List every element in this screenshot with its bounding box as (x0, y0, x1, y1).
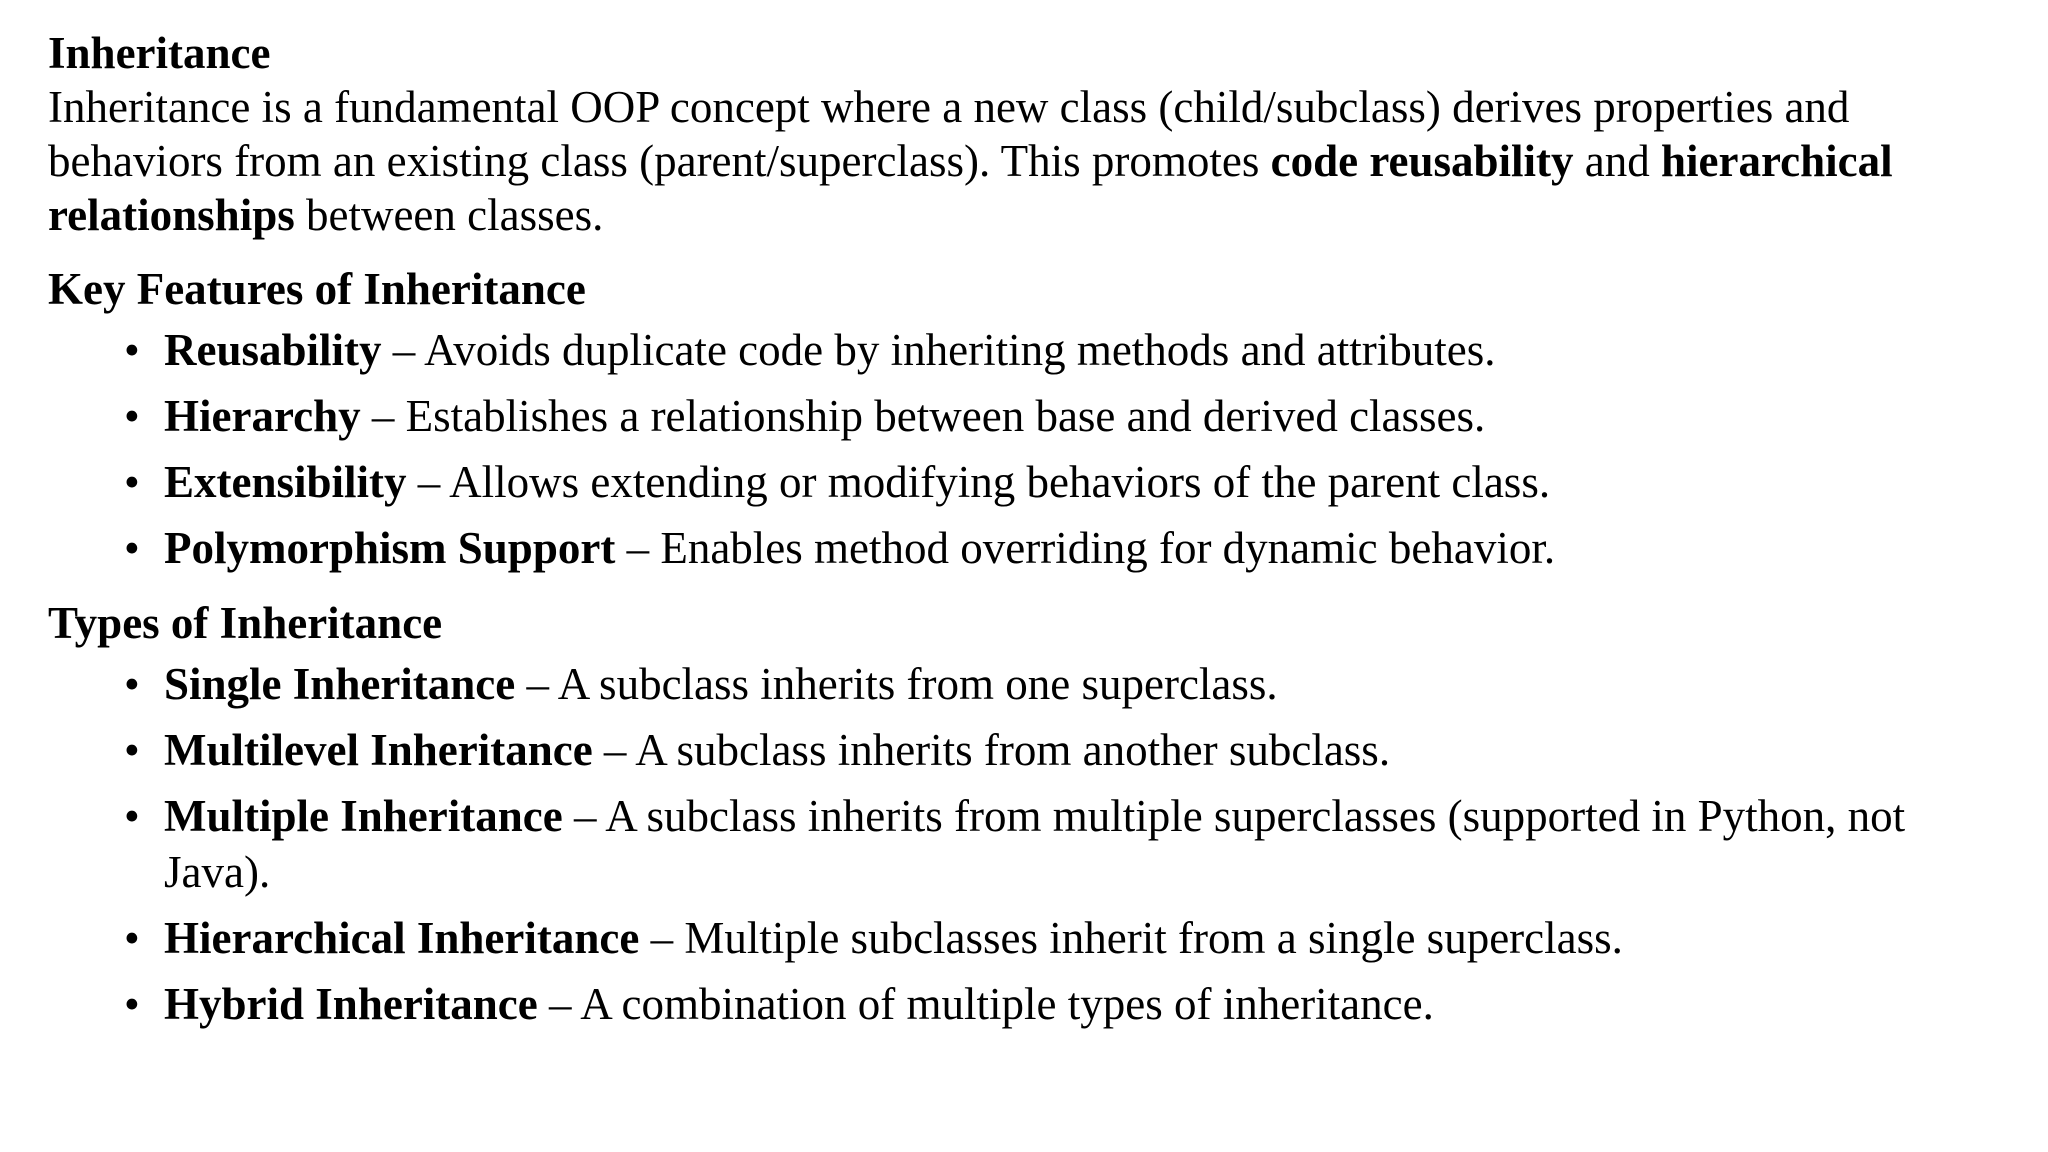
type-description: A subclass inherits from multiple superclasses (supported in Python, not Java). (164, 791, 1906, 897)
features-list (48, 322, 2008, 576)
type-term: Multilevel Inheritance (164, 725, 593, 775)
list-item (124, 454, 2008, 510)
feature-description: Enables method overriding for dynamic behavior. (660, 523, 1556, 573)
type-term: Multiple Inheritance (164, 791, 563, 841)
intro-bold-hierarchical-relationships: hierarchical relationships (48, 136, 1893, 240)
types-list (48, 656, 2008, 1032)
list-item (124, 322, 2008, 378)
bullet-icon: • (124, 913, 140, 963)
bullet-icon: • (124, 979, 140, 1029)
bullet-icon: • (124, 791, 140, 841)
type-term: Hierarchical Inheritance (164, 913, 640, 963)
intro-text-3: between classes. (294, 190, 604, 240)
list-item (124, 788, 2008, 900)
intro-paragraph (48, 80, 2008, 242)
bullet-icon: • (124, 659, 140, 709)
type-term: Single Inheritance (164, 659, 516, 709)
feature-term: Extensibility (164, 457, 407, 507)
type-description: Multiple subclasses inherit from a single superclass. (684, 913, 1623, 963)
feature-term: Hierarchy (164, 391, 361, 441)
list-item (124, 910, 2008, 966)
intro-text-2: and (1573, 136, 1662, 186)
features-heading: Key Features of Inheritance (48, 264, 586, 314)
feature-term: Polymorphism Support (164, 523, 616, 573)
feature-separator: – (360, 391, 406, 441)
list-item (124, 722, 2008, 778)
document-page (48, 26, 2008, 1052)
type-separator: – (639, 913, 685, 963)
list-item (124, 520, 2008, 576)
feature-separator: – (381, 325, 425, 375)
list-item (124, 976, 2008, 1032)
list-item (124, 656, 2008, 712)
intro-text-1: Inheritance is a fundamental OOP concept where a new class (child/subclass) derives properties and behaviors from an existing class (parent/superclass). This promotes (48, 82, 1850, 186)
type-separator: – (515, 659, 558, 709)
feature-term: Reusability (164, 325, 382, 375)
type-separator: – (537, 979, 581, 1029)
page-title: Inheritance (48, 28, 271, 78)
bullet-icon: • (124, 325, 140, 375)
type-term: Hybrid Inheritance (164, 979, 538, 1029)
bullet-icon: • (124, 523, 140, 573)
type-separator: – (592, 725, 636, 775)
feature-description: Establishes a relationship between base and derived classes. (405, 391, 1486, 441)
feature-separator: – (406, 457, 450, 507)
feature-description: Avoids duplicate code by inheriting methods and attributes. (424, 325, 1496, 375)
type-description: A combination of multiple types of inheritance. (580, 979, 1434, 1029)
bullet-icon: • (124, 457, 140, 507)
intro-bold-code-reusability: code reusability (1270, 136, 1574, 186)
type-description: A subclass inherits from one superclass. (557, 659, 1278, 709)
feature-separator: – (615, 523, 661, 573)
bullet-icon: • (124, 725, 140, 775)
list-item (124, 388, 2008, 444)
types-heading: Types of Inheritance (48, 598, 443, 648)
type-separator: – (562, 791, 606, 841)
feature-description: Allows extending or modifying behaviors of the parent class. (449, 457, 1551, 507)
type-description: A subclass inherits from another subclass. (635, 725, 1391, 775)
bullet-icon: • (124, 391, 140, 441)
